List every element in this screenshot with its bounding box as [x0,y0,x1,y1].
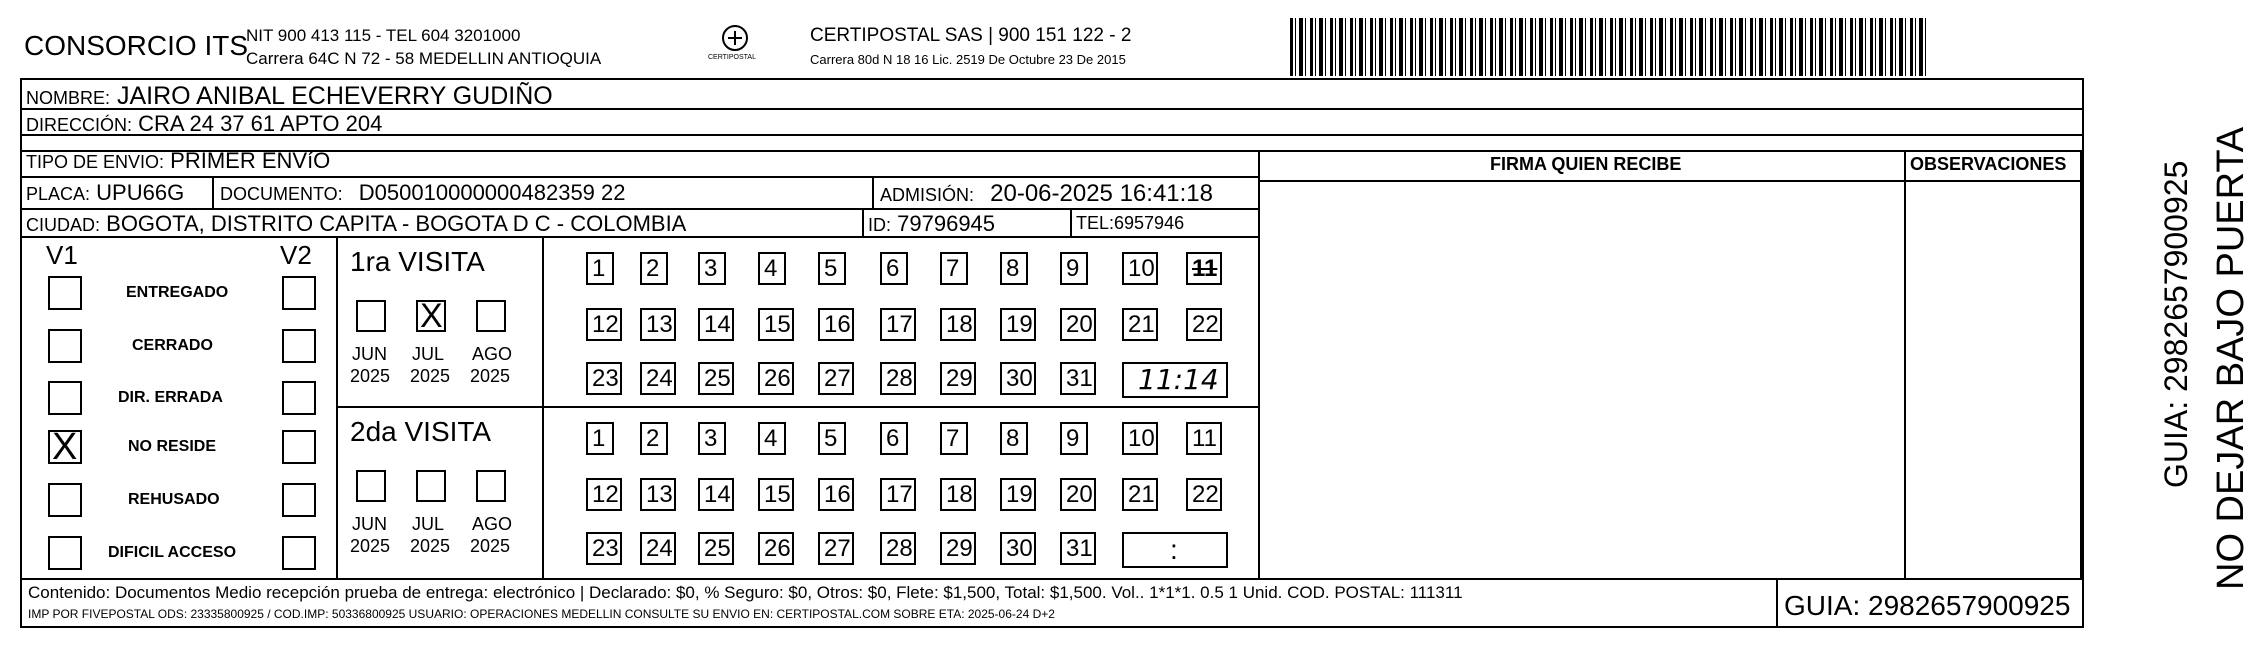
tipo-value: PRIMER ENVíO [170,148,331,173]
logo-caption: CERTIPOSTAL [708,54,756,61]
day-box[interactable] [1186,422,1222,455]
day-number: 29 [946,365,973,392]
day-number: 22 [1192,311,1219,338]
day-number: 2 [646,425,660,452]
day-number: 7 [946,255,960,282]
day-number: 13 [646,311,673,338]
day-number: 11 [1192,255,1218,282]
day-number: 23 [592,365,619,392]
day-box[interactable] [1000,422,1028,455]
ciudad-row [26,211,686,237]
nombre-row [26,82,553,111]
footer-guia: GUIA: 2982657900925 [1784,590,2071,621]
day-number: 21 [1128,311,1155,338]
month-checkbox[interactable] [356,300,386,332]
tel-label: TEL: [1076,213,1115,233]
status-label: ENTREGADO [126,284,229,301]
contenido-text: Contenido: Documentos Medio recepción prueba de entrega: electrónico | Declarado: $0, % Seguro: $0, Otros: $0, Flete: $1,500, Total: $1,500. Vol.. 1*1*1. 0.5 1 Unid. COD. POSTAL: 111311 [28,583,1463,602]
month-checkbox[interactable] [416,297,446,335]
month-name: AGO [472,344,513,364]
day-number: 25 [704,535,731,562]
day-box[interactable] [940,308,976,341]
tel-value: 6957946 [1114,213,1185,233]
v1-checkbox[interactable] [48,426,82,468]
day-number: 20 [1066,481,1093,508]
direccion-label: DIRECCIÓN: [26,115,133,135]
day-number: 11 [1192,425,1217,452]
day-box[interactable] [1186,308,1222,341]
day-box[interactable] [880,362,916,395]
tel-row [1076,213,1184,234]
day-box[interactable] [1060,532,1096,565]
status-label: CERRADO [132,337,213,354]
v1-checkbox[interactable] [48,381,82,415]
v1-checkbox[interactable] [48,276,82,310]
month-checkbox[interactable] [416,470,446,502]
observaciones-header: OBSERVACIONES [1910,154,2067,174]
day-number: 4 [764,255,778,282]
certipostal-address: Carrera 80d N 18 16 Lic. 2519 De Octubre 23 De 2015 [810,52,1126,67]
month-year: 2025 [410,536,451,556]
v2-checkbox[interactable] [282,430,316,464]
day-number: 31 [1066,365,1093,392]
month-year: 2025 [410,366,451,386]
day-number: 6 [886,255,900,282]
direccion-value: CRA 24 37 61 APTO 204 [138,111,383,136]
side-guia-visible: GUIA: 2982657900925 [2158,160,2194,488]
admision-row [880,180,1213,208]
day-box[interactable] [758,422,786,455]
day-box[interactable] [940,422,968,455]
time-value: 11:14 [1138,363,1219,396]
day-box[interactable] [758,362,794,395]
month-name: JUL [412,514,445,534]
day-box[interactable] [940,362,976,395]
day-number: 19 [1006,311,1033,338]
day-box[interactable] [1000,252,1028,285]
address-line: Carrera 64C N 72 - 58 MEDELLIN ANTIOQUIA [246,49,602,68]
day-box[interactable] [1060,478,1096,511]
day-box[interactable] [880,308,916,341]
day-number: 28 [886,535,913,562]
day-number: 16 [824,311,851,338]
day-box[interactable] [758,308,794,341]
day-number: 1 [592,425,606,452]
day-box[interactable] [640,532,676,565]
day-box[interactable] [698,362,734,395]
visit-title: 2da VISITA [350,416,492,447]
time-box[interactable] [1122,362,1228,398]
day-box[interactable] [1060,362,1096,395]
day-number: 24 [646,535,673,562]
tipo-row [26,148,330,174]
documento-row [220,180,626,206]
day-number: 7 [946,425,960,452]
day-box[interactable] [586,532,622,565]
day-number: 20 [1066,311,1093,338]
v2-checkbox[interactable] [282,381,316,415]
id-row [868,211,995,237]
v2-checkbox[interactable] [282,329,316,363]
day-box[interactable] [940,532,976,565]
status-label: DIFICIL ACCESO [108,544,237,561]
day-number: 14 [704,481,731,508]
day-number: 14 [704,311,731,338]
day-number: 31 [1066,535,1093,562]
day-box[interactable] [640,308,676,341]
day-number: 28 [886,365,913,392]
day-box[interactable] [1186,478,1222,511]
ciudad-value: BOGOTA, DISTRITO CAPITA - BOGOTA D C - COLOMBIA [106,211,687,236]
day-box[interactable] [880,532,916,565]
day-box[interactable] [818,252,846,285]
day-box[interactable] [586,478,622,511]
month-year: 2025 [350,536,391,556]
certipostal-line: CERTIPOSTAL SAS | 900 151 122 - 2 [810,25,1132,46]
day-number: 25 [704,365,731,392]
day-number: 23 [592,535,619,562]
day-box[interactable] [818,422,846,455]
day-number: 17 [886,311,913,338]
month-year: 2025 [350,366,391,386]
time-box[interactable] [1122,532,1228,568]
side-warning: NO DEJAR BAJO PUERTA [2210,126,2252,590]
day-box[interactable] [880,422,908,455]
month-checkbox[interactable] [476,300,506,332]
day-box[interactable] [1060,308,1096,341]
day-number: 30 [1006,535,1033,562]
day-number: 18 [946,311,973,338]
day-box[interactable] [698,308,734,341]
day-number: 12 [592,481,619,508]
day-box[interactable] [640,362,676,395]
day-number: 4 [764,425,778,452]
day-number: 2 [646,255,660,282]
day-box[interactable] [640,252,668,285]
day-number: 8 [1006,255,1020,282]
firma-header: FIRMA QUIEN RECIBE [1490,154,1682,174]
documento-value: D050010000000482359 22 [358,180,626,205]
ciudad-label: CIUDAD: [26,215,101,235]
day-box[interactable] [1000,308,1036,341]
day-box[interactable] [880,478,916,511]
day-box[interactable] [758,252,786,285]
direccion-row [26,111,382,137]
day-number: 1 [592,255,606,282]
day-number: 10 [1128,425,1155,452]
day-number: 3 [704,255,718,282]
day-box[interactable] [758,532,794,565]
day-box[interactable] [818,308,854,341]
day-box[interactable] [940,252,968,285]
v1-mark: X [52,426,78,468]
day-number: 16 [824,481,851,508]
month-checkbox[interactable] [356,470,386,502]
admision-value: 20-06-2025 16:41:18 [990,180,1213,207]
day-number: 13 [646,481,673,508]
tipo-label: TIPO DE ENVIO: [26,152,165,172]
month-year: 2025 [470,536,511,556]
day-number: 5 [824,255,838,282]
id-label: ID: [868,215,892,235]
day-box[interactable] [1186,252,1222,285]
day-number: 15 [764,311,791,338]
nit-line: NIT 900 413 115 - TEL 604 3201000 [246,26,521,45]
day-box[interactable] [698,478,734,511]
month-name: JUN [352,514,387,534]
day-number: 26 [764,365,791,392]
visit-title: 1ra VISITA [350,246,485,277]
day-box[interactable] [640,422,668,455]
v1-checkbox[interactable] [48,483,82,517]
day-number: 22 [1192,481,1219,508]
day-box[interactable] [586,422,614,455]
day-number: 12 [592,311,619,338]
day-box[interactable] [1122,252,1158,285]
nombre-value: JAIRO ANIBAL ECHEVERRY GUDIÑO [116,82,553,110]
placa-label: PLACA: [26,184,91,204]
day-box[interactable] [698,532,734,565]
day-number: 9 [1066,425,1080,452]
day-box[interactable] [1122,478,1158,511]
status-label: NO RESIDE [128,438,217,455]
day-box[interactable] [758,478,794,511]
day-number: 26 [764,535,791,562]
month-name: AGO [472,514,513,534]
day-box[interactable] [1000,532,1036,565]
day-number: 6 [886,425,900,452]
company-name: CONSORCIO ITS [24,30,249,61]
day-box[interactable] [818,362,854,395]
day-box[interactable] [1122,308,1158,341]
day-box[interactable] [818,478,854,511]
day-number: 5 [824,425,838,452]
id-value: 79796945 [897,211,996,236]
day-number: 24 [646,365,673,392]
day-box[interactable] [698,252,726,285]
day-number: 21 [1128,481,1155,508]
day-box[interactable] [1122,422,1158,455]
time-value: : [1170,534,1178,565]
day-box[interactable] [1000,478,1036,511]
day-box[interactable] [1060,422,1088,455]
day-box[interactable] [640,478,676,511]
status-label: DIR. ERRADA [118,389,223,406]
day-box[interactable] [586,362,622,395]
v1-checkbox[interactable] [48,536,82,570]
day-box[interactable] [586,308,622,341]
nombre-label: NOMBRE: [26,88,111,108]
day-number: 3 [704,425,718,452]
day-number: 8 [1006,425,1020,452]
placa-value: UPU66G [96,180,185,205]
day-box[interactable] [586,252,614,285]
v2-label: V2 [280,240,312,270]
day-box[interactable] [880,252,908,285]
day-number: 27 [824,365,851,392]
day-box[interactable] [1060,252,1088,285]
day-box[interactable] [818,532,854,565]
day-number: 18 [946,481,973,508]
day-box[interactable] [940,478,976,511]
imp-text: IMP POR FIVEPOSTAL ODS: 23335800925 / COD.IMP: 50336800925 USUARIO: OPERACIONES MEDELLIN CONSULTE SU ENVIO EN: CERTIPOSTAL.COM SOBRE ETA: 2025-06-24 D+2 [28,607,1055,621]
v1-label: V1 [46,240,78,270]
v2-checkbox[interactable] [282,276,316,310]
day-number: 29 [946,535,973,562]
day-number: 30 [1006,365,1033,392]
day-number: 17 [886,481,913,508]
v1-checkbox[interactable] [48,329,82,363]
v2-checkbox[interactable] [282,536,316,570]
month-mark: X [420,297,443,335]
day-number: 19 [1006,481,1033,508]
month-checkbox[interactable] [476,470,506,502]
placa-row [26,180,184,206]
certipostal-logo [710,22,760,68]
admision-label: ADMISIÓN: [880,185,975,205]
month-name: JUL [412,344,445,364]
day-box[interactable] [1000,362,1036,395]
status-label: REHUSADO [128,491,220,508]
documento-label: DOCUMENTO: [220,184,343,204]
day-number: 27 [824,535,851,562]
day-box[interactable] [698,422,726,455]
barcode [1290,18,1930,76]
month-name: JUN [352,344,387,364]
month-year: 2025 [470,366,511,386]
day-number: 9 [1066,255,1080,282]
day-number: 10 [1128,255,1155,282]
v2-checkbox[interactable] [282,483,316,517]
day-number: 15 [764,481,791,508]
